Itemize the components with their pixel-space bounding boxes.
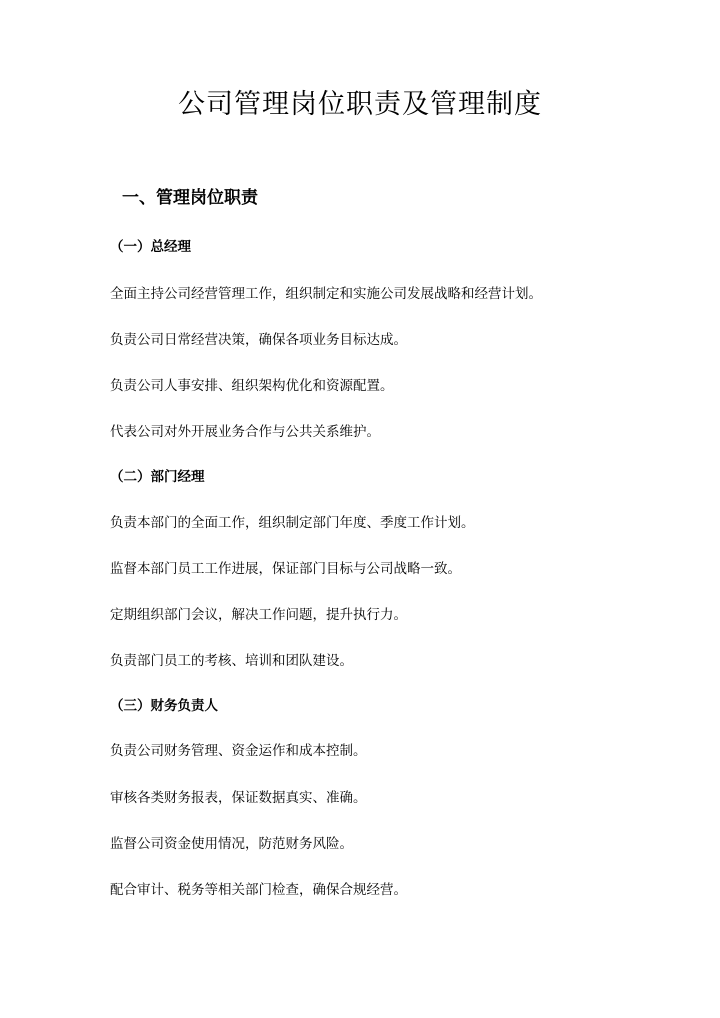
section-heading: 一、管理岗位职责: [122, 188, 258, 208]
paragraph: 监督公司资金使用情况，防范财务风险。: [110, 836, 353, 852]
subsection-heading-department-manager: （二）部门经理: [110, 469, 205, 485]
paragraph: 监督本部门员工工作进展，保证部门目标与公司战略一致。: [110, 561, 461, 577]
document-title: 公司管理岗位职责及管理制度: [178, 89, 542, 120]
paragraph: 审核各类财务报表，保证数据真实、准确。: [110, 790, 367, 806]
paragraph: 配合审计、税务等相关部门检查，确保合规经营。: [110, 882, 407, 898]
paragraph: 负责公司人事安排、组织架构优化和资源配置。: [110, 378, 394, 394]
paragraph: 负责部门员工的考核、培训和团队建设。: [110, 653, 353, 669]
subsection-heading-general-manager: （一）总经理: [110, 239, 191, 255]
paragraph: 代表公司对外开展业务合作与公共关系维护。: [110, 424, 380, 440]
paragraph: 定期组织部门会议，解决工作问题，提升执行力。: [110, 607, 407, 623]
paragraph: 负责公司财务管理、资金运作和成本控制。: [110, 743, 367, 759]
paragraph: 负责本部门的全面工作，组织制定部门年度、季度工作计划。: [110, 515, 475, 531]
paragraph: 负责公司日常经营决策，确保各项业务目标达成。: [110, 332, 407, 348]
paragraph: 全面主持公司经营管理工作，组织制定和实施公司发展战略和经营计划。: [110, 286, 542, 302]
subsection-heading-finance-lead: （三）财务负责人: [110, 698, 218, 714]
